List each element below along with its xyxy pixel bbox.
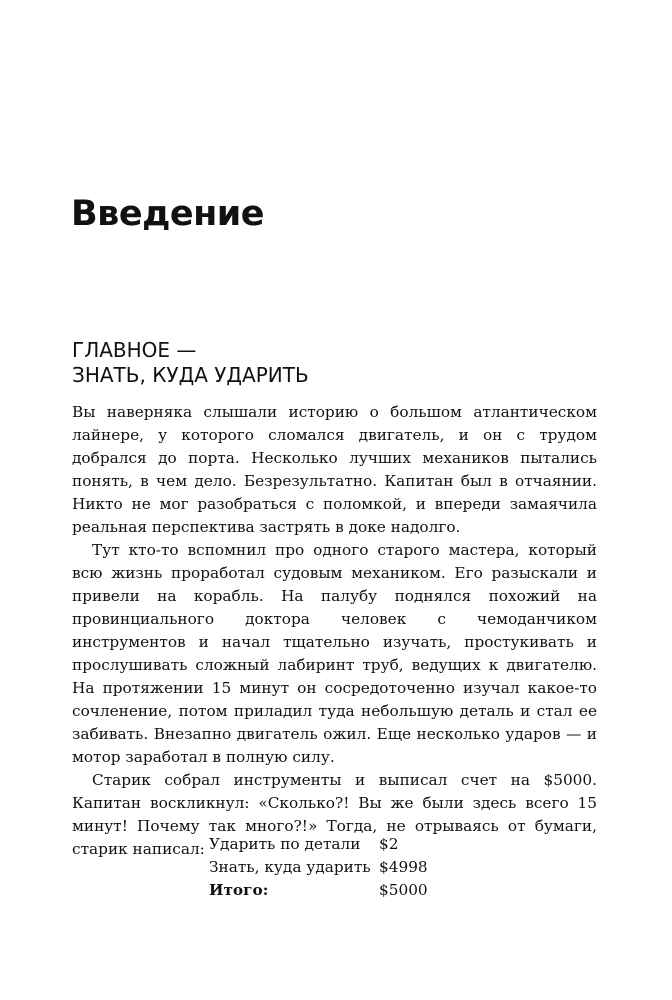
invoice-total-row	[209, 881, 428, 904]
invoice-item-label: Ударить по детали	[209, 835, 361, 853]
invoice-table	[209, 835, 428, 904]
paragraph: Тут кто-то вспомнил про одного старого мастера, который всю жизнь проработал судовым механиком. Его разыскали и привели на корабль. На палубу поднялся похожий на провинциального доктора человек с чемоданчиком инструментов и начал тщательно изучать, простукивать и прослушивать сложный лабиринт труб, ведущих к двигателю. На протяжении 15 минут он сосредоточенно изучал какое-то сочленение, потом приладил туда небольшую деталь и стал ее забивать. Внезапно двигатель ожил. Еще несколько ударов — и мотор заработал в полную силу.	[72, 541, 597, 766]
invoice-item-amount: $4998	[379, 858, 428, 876]
chapter-title: Введение	[71, 194, 265, 234]
invoice-total-label: Итого:	[209, 881, 269, 899]
section-title-line: ГЛАВНОЕ —	[72, 338, 197, 362]
invoice-item-label: Знать, куда ударить	[209, 858, 371, 876]
section-title	[72, 338, 309, 388]
invoice-item-amount: $2	[379, 835, 399, 853]
paragraph: Вы наверняка слышали историю о большом атлантическом лайнере, у которого сломался двигатель, и он с трудом добрался до порта. Несколько лучших механиков пытались понять, в чем дело. Безрезультатно. Капитан был в отчаянии. Никто не мог разобраться с поломкой, и впереди замаячила реальная перспектива застрять в доке надолго.	[72, 403, 597, 536]
section-title-line: ЗНАТЬ, КУДА УДАРИТЬ	[72, 363, 309, 387]
invoice-row	[209, 835, 428, 858]
invoice-total-amount: $5000	[379, 881, 428, 899]
invoice-row	[209, 858, 428, 881]
paragraph: Старик собрал инструменты и выписал счет на $5000. Капитан воскликнул: «Сколько?! Вы же были здесь всего 15 минут! Почему так много?!» Тогда, не отрываясь от бумаги, старик написал:	[72, 771, 597, 858]
body-text	[72, 401, 597, 861]
